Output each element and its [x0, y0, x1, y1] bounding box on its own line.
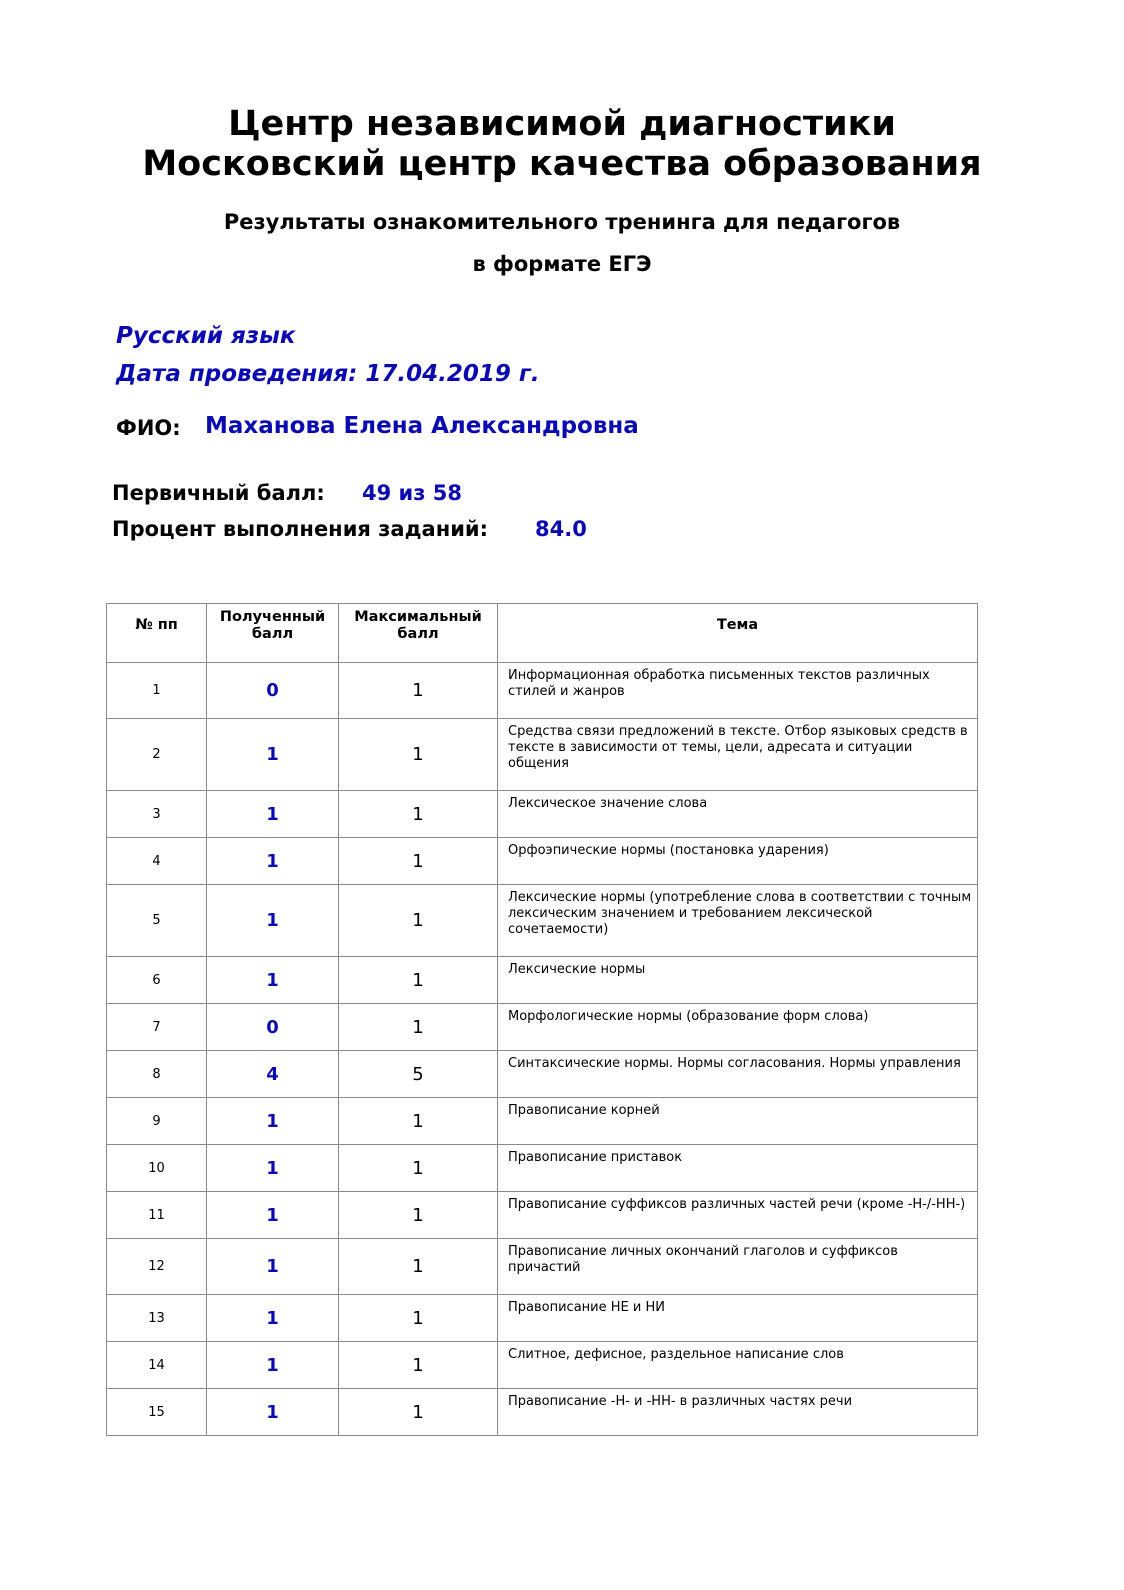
table-row: [107, 719, 978, 791]
cell-num-text: 13: [148, 1311, 165, 1326]
cell-got-score-text: 1: [266, 1355, 279, 1376]
cell-num-text: 3: [152, 807, 161, 822]
cell-got-score: [207, 1145, 339, 1192]
cell-max-score-text: 1: [412, 1256, 424, 1277]
cell-num-text: 4: [152, 854, 161, 869]
percent-label: Процент выполнения заданий:: [112, 517, 489, 541]
cell-num-text: 11: [148, 1208, 165, 1223]
cell-topic: [498, 1239, 978, 1295]
table-row: [107, 1098, 978, 1145]
fio-label: ФИО:: [116, 416, 181, 440]
table-row: [107, 957, 978, 1004]
title-line-1: Центр независимой диагностики: [228, 104, 896, 144]
cell-got-score-text: 1: [266, 1402, 279, 1423]
cell-max-score-text: 1: [412, 804, 424, 825]
cell-topic-text: Правописание НЕ и НИ: [508, 1300, 665, 1315]
subject: Русский язык: [116, 323, 296, 349]
cell-got-score-text: 1: [266, 1256, 279, 1277]
cell-got-score-text: 1: [266, 744, 279, 765]
cell-got-score: [207, 838, 339, 885]
cell-got-score: [207, 1342, 339, 1389]
cell-num: [107, 885, 207, 957]
cell-max-score: [339, 1004, 498, 1051]
cell-num: [107, 791, 207, 838]
cell-num-text: 9: [152, 1114, 161, 1129]
cell-num: [107, 719, 207, 791]
subtitle-line-1: Результаты ознакомительного тренинга для педагогов: [223, 210, 901, 234]
cell-max-score-text: 1: [412, 970, 424, 991]
table-body: [107, 663, 978, 1436]
cell-num: [107, 1192, 207, 1239]
cell-max-score: [339, 1295, 498, 1342]
cell-got-score: [207, 957, 339, 1004]
cell-got-score: [207, 791, 339, 838]
cell-max-score-text: 1: [412, 744, 424, 765]
table-row: [107, 1295, 978, 1342]
cell-max-score: [339, 838, 498, 885]
cell-max-score-text: 1: [412, 680, 424, 701]
table-row: [107, 1192, 978, 1239]
cell-num: [107, 1004, 207, 1051]
table-row: [107, 791, 978, 838]
cell-num-text: 5: [152, 913, 161, 928]
cell-max-score: [339, 957, 498, 1004]
cell-got-score-text: 1: [266, 1158, 279, 1179]
cell-num: [107, 1389, 207, 1436]
cell-max-score: [339, 791, 498, 838]
cell-topic: [498, 1098, 978, 1145]
cell-got-score-text: 1: [266, 1308, 279, 1329]
cell-max-score: [339, 1145, 498, 1192]
cell-got-score: [207, 719, 339, 791]
results-table: [106, 603, 978, 1436]
cell-num-text: 1: [152, 683, 161, 698]
cell-topic: [498, 1145, 978, 1192]
cell-topic-text: Правописание суффиксов различных частей речи (кроме -Н-/-НН-): [508, 1197, 966, 1212]
cell-max-score-text: 1: [412, 1308, 424, 1329]
cell-max-score: [339, 1051, 498, 1098]
table-row: [107, 838, 978, 885]
cell-topic: [498, 663, 978, 719]
table-row: [107, 885, 978, 957]
cell-num-text: 10: [148, 1161, 165, 1176]
cell-topic: [498, 1389, 978, 1436]
cell-topic: [498, 1051, 978, 1098]
cell-num: [107, 838, 207, 885]
cell-num-text: 14: [148, 1358, 165, 1373]
fio-value: Маханова Елена Александровна: [205, 413, 639, 439]
cell-topic: [498, 719, 978, 791]
cell-got-score: [207, 663, 339, 719]
cell-topic-text: Правописание -Н- и -НН- в различных частях речи: [508, 1394, 853, 1409]
cell-num: [107, 1051, 207, 1098]
cell-topic: [498, 1192, 978, 1239]
cell-topic-text: Орфоэпические нормы (постановка ударения): [508, 843, 829, 858]
table-header-row: [107, 604, 978, 663]
cell-topic-text: Лексическое значение слова: [508, 796, 708, 811]
cell-topic-text: Информационная обработка письменных текстов различных стилей и жанров: [508, 668, 930, 699]
table-row: [107, 1145, 978, 1192]
table-row: [107, 1389, 978, 1436]
cell-got-score-text: 1: [266, 910, 279, 931]
cell-topic: [498, 1004, 978, 1051]
table-row: [107, 663, 978, 719]
cell-got-score-text: 0: [266, 680, 279, 701]
cell-got-score: [207, 1389, 339, 1436]
cell-num-text: 2: [152, 747, 161, 762]
cell-max-score-text: 1: [412, 1355, 424, 1376]
cell-num: [107, 1145, 207, 1192]
cell-got-score-text: 1: [266, 970, 279, 991]
cell-num: [107, 663, 207, 719]
cell-topic-text: Синтаксические нормы. Нормы согласования. Нормы управления: [508, 1056, 961, 1071]
cell-topic: [498, 957, 978, 1004]
cell-max-score: [339, 1192, 498, 1239]
cell-got-score: [207, 1004, 339, 1051]
cell-max-score: [339, 885, 498, 957]
cell-max-score: [339, 719, 498, 791]
cell-topic: [498, 1295, 978, 1342]
cell-got-score: [207, 885, 339, 957]
primary-score-value: 49 из 58: [362, 481, 462, 505]
column-header-max: Максимальный балл: [339, 604, 498, 663]
cell-topic: [498, 885, 978, 957]
cell-max-score-text: 1: [412, 910, 424, 931]
cell-num: [107, 1239, 207, 1295]
title-line-2: Московский центр качества образования: [142, 144, 982, 184]
cell-got-score: [207, 1295, 339, 1342]
table-row: [107, 1004, 978, 1051]
cell-topic-text: Правописание приставок: [508, 1150, 683, 1165]
cell-max-score: [339, 663, 498, 719]
exam-date: Дата проведения: 17.04.2019 г.: [116, 361, 540, 387]
cell-max-score-text: 5: [412, 1064, 424, 1085]
cell-max-score: [339, 1098, 498, 1145]
cell-max-score-text: 1: [412, 1111, 424, 1132]
cell-num-text: 15: [148, 1405, 165, 1420]
cell-num: [107, 1295, 207, 1342]
cell-got-score: [207, 1098, 339, 1145]
cell-got-score: [207, 1192, 339, 1239]
cell-max-score-text: 1: [412, 1017, 424, 1038]
cell-topic-text: Слитное, дефисное, раздельное написание слов: [508, 1347, 844, 1362]
cell-topic-text: Лексические нормы: [508, 962, 646, 977]
cell-got-score: [207, 1051, 339, 1098]
cell-num-text: 8: [152, 1067, 161, 1082]
cell-max-score: [339, 1342, 498, 1389]
cell-num-text: 12: [148, 1259, 165, 1274]
cell-got-score-text: 1: [266, 804, 279, 825]
table-row: [107, 1051, 978, 1098]
cell-max-score-text: 1: [412, 1158, 424, 1179]
cell-topic-text: Правописание корней: [508, 1103, 660, 1118]
cell-got-score-text: 1: [266, 851, 279, 872]
table-row: [107, 1239, 978, 1295]
cell-max-score-text: 1: [412, 1205, 424, 1226]
cell-max-score: [339, 1239, 498, 1295]
primary-score-label: Первичный балл:: [112, 481, 325, 505]
cell-max-score-text: 1: [412, 1402, 424, 1423]
cell-topic-text: Морфологические нормы (образование форм слова): [508, 1009, 869, 1024]
cell-topic: [498, 791, 978, 838]
cell-got-score-text: 1: [266, 1111, 279, 1132]
cell-max-score-text: 1: [412, 851, 424, 872]
cell-topic-text: Средства связи предложений в тексте. Отбор языковых средств в тексте в зависимости от темы, цели, адресата и ситуации общения: [508, 724, 968, 771]
cell-got-score-text: 1: [266, 1205, 279, 1226]
cell-num-text: 7: [152, 1020, 161, 1035]
table-row: [107, 1342, 978, 1389]
cell-topic-text: Лексические нормы (употребление слова в соответствии с точным лексическим значением и требованием лексической сочетаемости): [508, 890, 972, 937]
cell-got-score-text: 4: [266, 1064, 279, 1085]
cell-num: [107, 1098, 207, 1145]
column-header-got: Полученный балл: [207, 604, 339, 663]
cell-num-text: 6: [152, 973, 161, 988]
column-header-topic: Тема: [498, 604, 978, 663]
cell-topic: [498, 838, 978, 885]
cell-topic: [498, 1342, 978, 1389]
percent-value: 84.0: [535, 517, 587, 541]
cell-got-score: [207, 1239, 339, 1295]
cell-max-score: [339, 1389, 498, 1436]
subtitle-line-2: в формате ЕГЭ: [472, 252, 652, 276]
cell-got-score-text: 0: [266, 1017, 279, 1038]
cell-topic-text: Правописание личных окончаний глаголов и суффиксов причастий: [508, 1244, 898, 1275]
column-header-num: № пп: [107, 604, 207, 663]
cell-num: [107, 957, 207, 1004]
cell-num: [107, 1342, 207, 1389]
